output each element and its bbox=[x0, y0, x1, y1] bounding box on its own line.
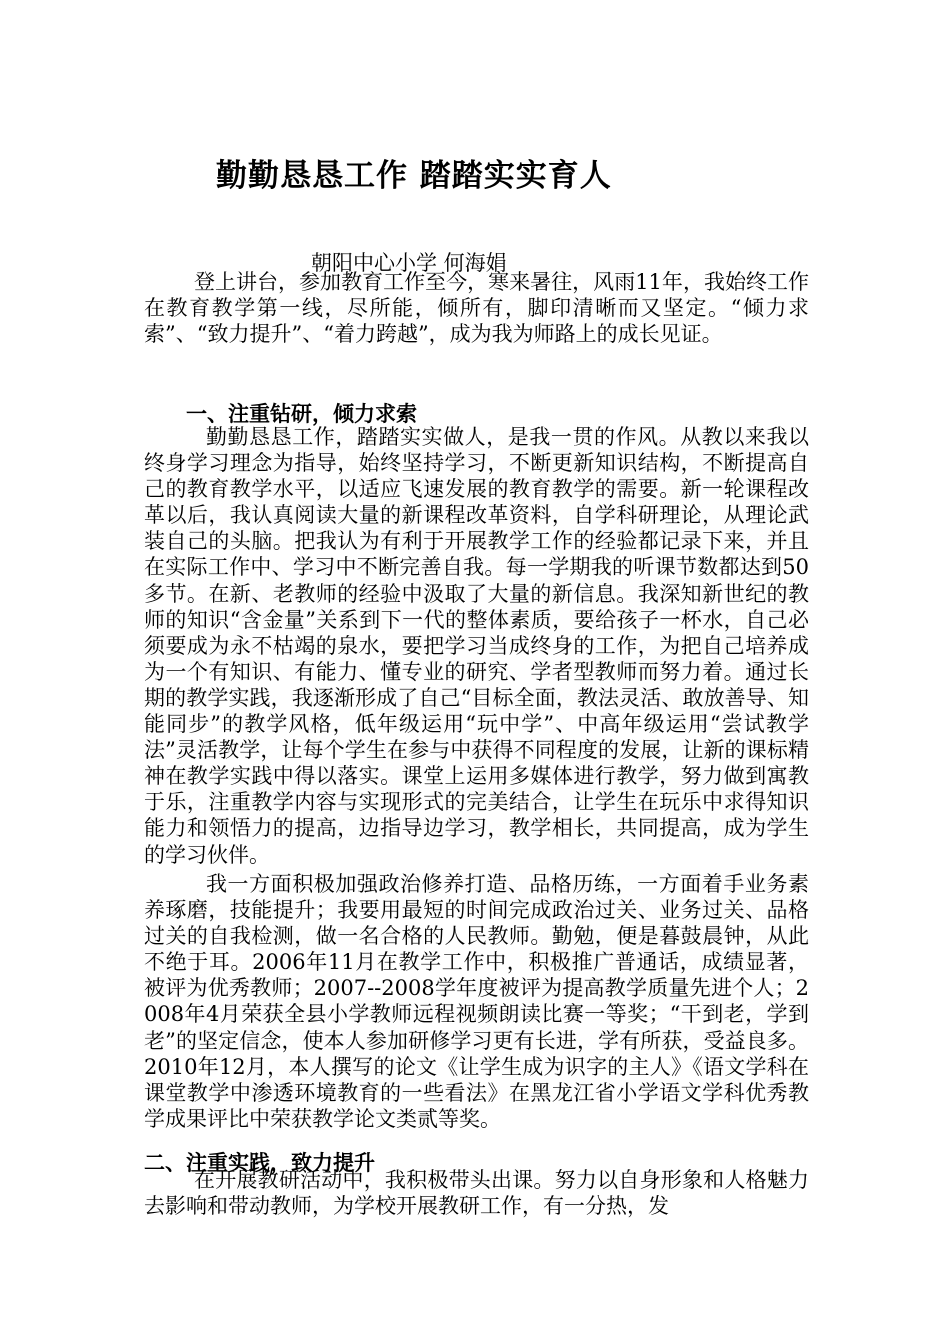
body-paragraph-1: 勤勤恳恳工作，踏踏实实做人，是我一贯的作风。从教以来我以终身学习理念为指导，始终坚持学习，不断更新知识结构，不断提高自己的教育教学水平，以适应飞速发展的教育教学的需要。新一轮课程改革以后，我认真阅读大量的新课程改革资料，自学科研理论，从理论武装自己的头脑。把我认为有利于开展教学工作的经验都记录下来，并且在实际工作中、学习中不断完善自我。每一学期我的听课节数都达到50多节。在新、老教师的经验中汲取了大量的新信息。我深知新世纪的教师的知识“含金量”关系到下一代的整体素质，要给孩子一杯水，自己必须要成为永不枯竭的泉水，要把学习当成终身的工作，为把自己培养成为一个有知识、有能力、懂专业的研究、学者型教师而努力着。通过长期的教学实践，我逐渐形成了自己“目标全面，教法灵活、敢放善导、知能同步”的教学风格，低年级运用“玩中学”、中高年级运用“尝试教学法”灵活教学，让每个学生在参与中获得不同程度的发展，让新的课标精神在教学实践中得以落实。课堂上运用多媒体进行教学，努力做到寓教于乐，注重教学内容与实现形式的完美结合，让学生在玩乐中求得知识能力和领悟力的提高，边指导边学习，教学相长，共同提高，成为学生的学习伙伴。 bbox=[144, 425, 809, 867]
intro-paragraph: 登上讲台，参加教育工作至今，寒来暑往，风雨11年，我始终工作在教育教学第一线，尽所能，倾所有，脚印清晰而又坚定。“倾力求索”、“致力提升”、“着力跨越”，成为我为师路上的成长见证。 bbox=[144, 270, 809, 347]
document-title: 勤勤恳恳工作 踏踏实实育人 bbox=[216, 158, 612, 194]
body-paragraph-3: 在开展教研活动中，我积极带头出课。努力以自身形象和人格魅力去影响和带动教师，为学校开展教研工作，有一分热，发 bbox=[144, 1168, 809, 1219]
section-heading-1: 一、注重钻研，倾力求索 bbox=[186, 401, 417, 426]
section-heading-2: 二、注重实践，致力提升 bbox=[144, 1150, 375, 1175]
body-paragraph-2: 我一方面积极加强政治修养打造、品格历练，一方面着手业务素养琢磨，技能提升；我要用最短的时间完成政治过关、业务过关、品格过关的自我检测，做一名合格的人民教师。勤勉，便是暮鼓晨钟，从此不绝于耳。2006年11月在教学工作中，积极推广普通话，成绩显著，被评为优秀教师；2007--2008学年度被评为提高教学质量先进个人；2008年4月荣获全县小学教师远程视频朗读比赛一等奖；“干到老，学到老”的坚定信念，使本人参加研修学习更有长进，学有所获，受益良多。2010年12月，本人撰写的论文《让学生成为识字的主人》《语文学科在课堂教学中渗透环境教育的一些看法》在黑龙江省小学语文学科优秀教学成果评比中荣获教学论文类贰等奖。 bbox=[144, 872, 809, 1131]
author-line: 朝阳中心小学 何海娟 bbox=[311, 251, 507, 275]
